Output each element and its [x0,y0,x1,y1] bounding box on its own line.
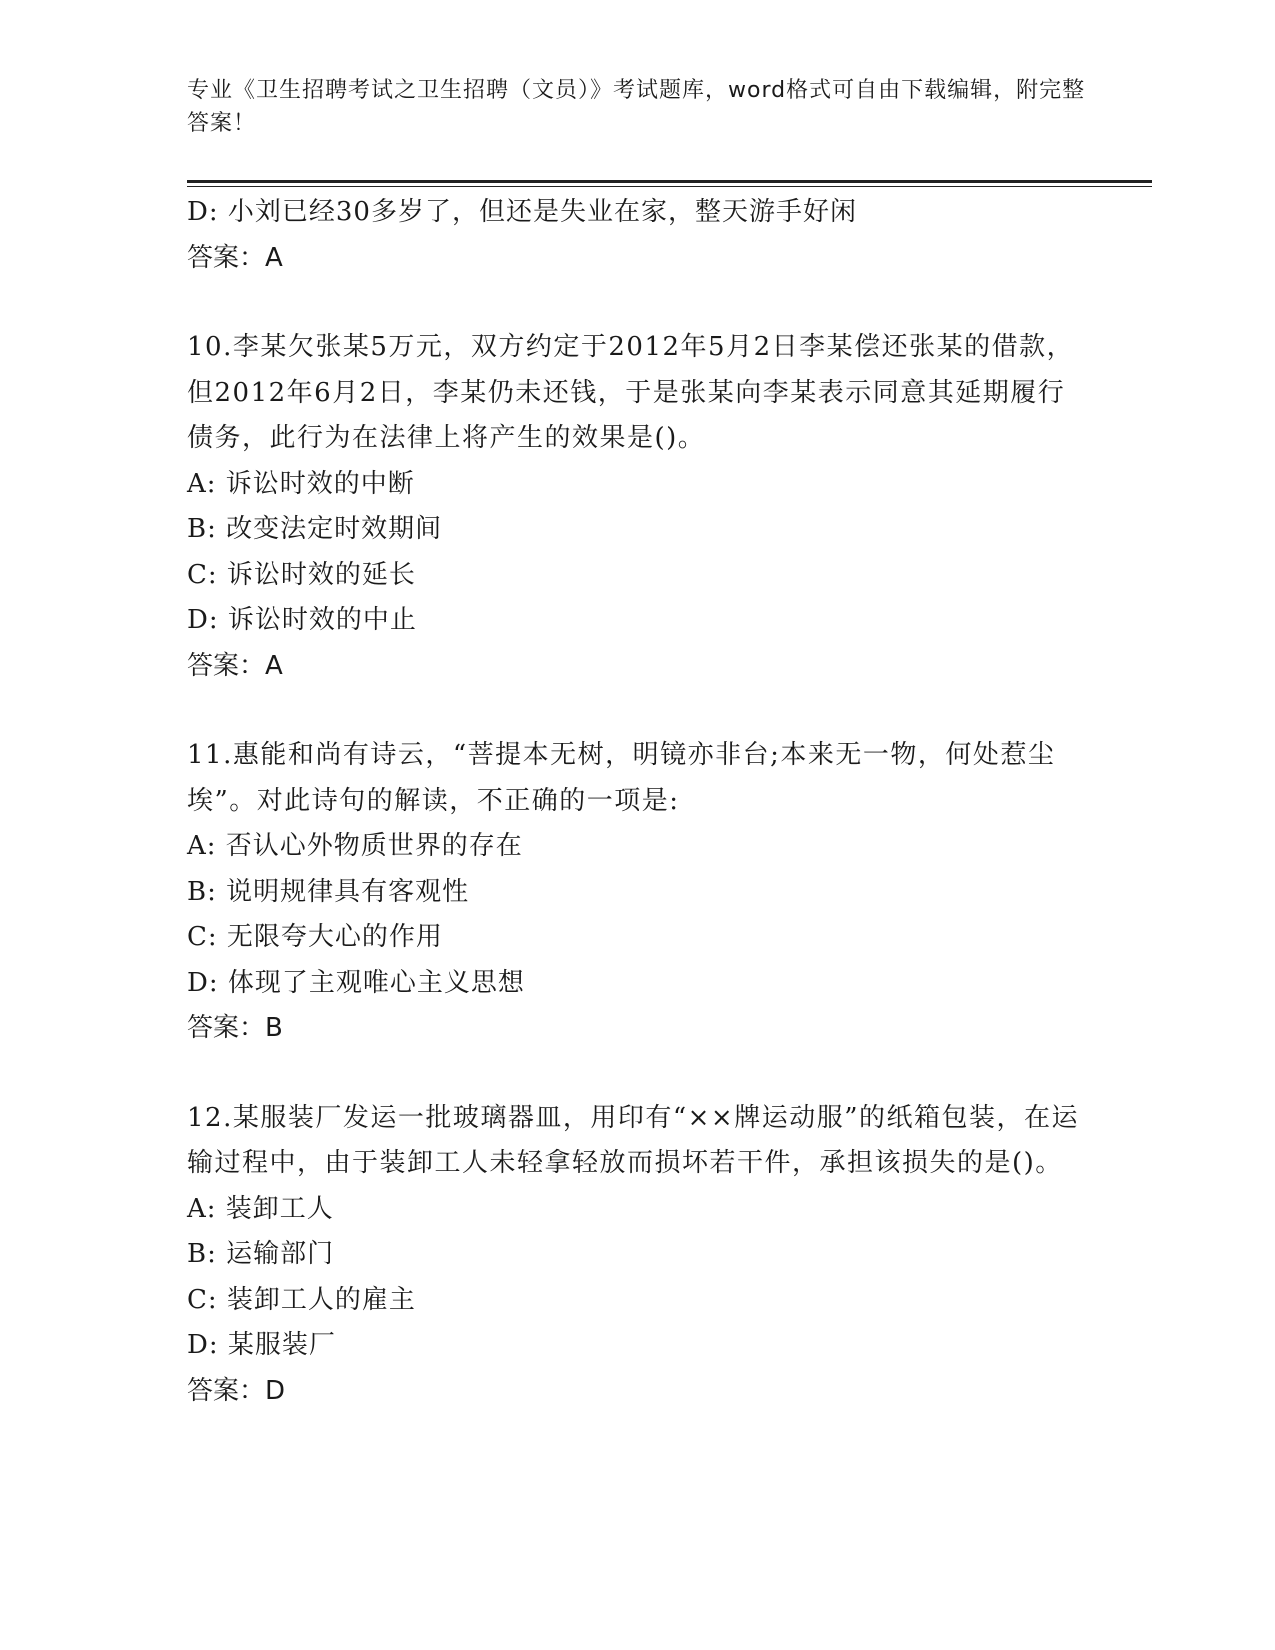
answer-line: 答案：D [187,1375,286,1406]
option-b: B: 改变法定时效期间 [187,514,443,544]
option-d: D: 某服装厂 [187,1330,336,1360]
question-text: 10.李某欠张某5万元，双方约定于2012年5月2日李某偿还张某的借款，但2012年6月2日，李某仍未还钱，于是张某向李某表示同意其延期履行债务，此行为在法律上将产生的效果是()。 [187,332,1075,453]
option-a: A: 否认心外物质世界的存在 [187,831,523,861]
document-title: 专业《卫生招聘考试之卫生招聘（文员）》考试题库，word格式可自由下载编辑，附完整答案！ [187,78,1086,136]
previous-question-fragment [187,190,1087,281]
option-a: A: 装卸工人 [187,1193,334,1224]
answer-line: 答案：A [187,650,283,681]
option-d: D: 体现了主观唯心主义思想 [187,967,525,998]
question-list [187,190,1087,1414]
option-d: D: 小刘已经30多岁了，但还是失业在家，整天游手好闲 [187,197,857,227]
option-c: C: 无限夸大心的作用 [187,922,443,952]
option-c: C: 诉讼时效的延长 [187,559,416,590]
question-11 [187,733,1087,1052]
header-divider-thick [187,180,1152,183]
question-text: 12.某服装厂发运一批玻璃器皿，用印有“××牌运动服”的纸箱包装，在运输过程中，由于装卸工人未轻拿轻放而损坏若干件，承担该损失的是()。 [187,1102,1080,1178]
question-12 [187,1096,1087,1415]
option-b: B: 运输部门 [187,1239,335,1269]
option-d: D: 诉讼时效的中止 [187,605,417,635]
question-10 [187,325,1087,689]
option-c: C: 装卸工人的雇主 [187,1284,416,1315]
option-b: B: 说明规律具有客观性 [187,876,470,907]
header-divider-thin [187,186,1152,187]
question-text: 11.惠能和尚有诗云，“菩提本无树，明镜亦非台;本来无一物，何处惹尘埃”。对此诗句的解读，不正确的一项是: [187,740,1056,816]
option-a: A: 诉讼时效的中断 [187,468,415,499]
answer-line: 答案：A [187,242,283,273]
answer-line: 答案：B [187,1013,283,1043]
page-header [187,74,1087,140]
